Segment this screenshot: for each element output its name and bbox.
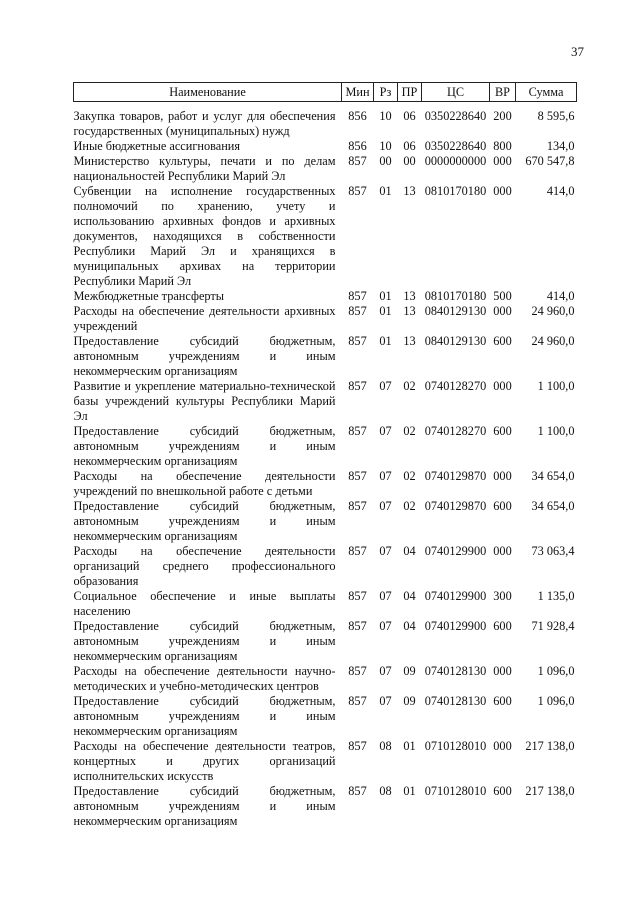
row-sum: 414,0 (546, 289, 575, 303)
table-row (74, 334, 577, 379)
row-vr: 600 (493, 694, 512, 708)
row-name: Предоставление субсидий бюджетным, автономным учреждениям и иным некоммерческим организациям (73, 619, 336, 663)
header-rz: Рз (374, 83, 398, 102)
row-min: 857 (348, 379, 367, 393)
header-pr: ПР (398, 83, 422, 102)
page-number: 37 (571, 44, 584, 59)
row-pr: 09 (403, 664, 416, 678)
row-sum: 71 928,4 (531, 619, 575, 633)
table-row (74, 694, 577, 739)
row-vr: 600 (493, 619, 512, 633)
row-rz: 07 (379, 694, 392, 708)
table-row (74, 469, 577, 499)
row-min: 857 (348, 499, 367, 513)
row-pr: 13 (403, 289, 416, 303)
row-sum: 217 138,0 (525, 784, 575, 798)
row-cs: 0000000000 (424, 154, 487, 168)
row-min: 857 (348, 184, 367, 198)
table-header-row (74, 83, 577, 102)
row-cs: 0740129900 (424, 589, 487, 603)
row-rz: 10 (379, 139, 392, 153)
row-pr: 09 (403, 694, 416, 708)
row-pr: 00 (403, 154, 416, 168)
row-pr: 01 (403, 784, 416, 798)
row-rz: 08 (379, 739, 392, 753)
row-cs: 0710128010 (424, 784, 487, 798)
table-body (74, 102, 577, 830)
row-rz: 07 (379, 499, 392, 513)
row-rz: 08 (379, 784, 392, 798)
row-rz: 10 (379, 109, 392, 123)
row-vr: 600 (493, 784, 512, 798)
table-row (74, 784, 577, 829)
row-sum: 134,0 (546, 139, 575, 153)
row-sum: 1 135,0 (537, 589, 575, 603)
row-rz: 01 (379, 334, 392, 348)
header-cs: ЦС (422, 83, 490, 102)
row-cs: 0740128130 (424, 694, 487, 708)
row-min: 856 (348, 139, 367, 153)
row-vr: 000 (493, 664, 512, 678)
table-row (74, 589, 577, 619)
row-name: Расходы на обеспечение деятельности архивных учреждений (73, 304, 336, 333)
row-rz: 01 (379, 289, 392, 303)
row-min: 857 (348, 469, 367, 483)
row-name: Закупка товаров, работ и услуг для обеспечения государственных (муниципальных) нужд (73, 109, 336, 138)
row-min: 857 (348, 289, 367, 303)
row-name: Предоставление субсидий бюджетным, автономным учреждениям и иным некоммерческим организациям (73, 334, 336, 378)
row-rz: 07 (379, 469, 392, 483)
row-sum: 414,0 (546, 184, 575, 198)
row-sum: 34 654,0 (531, 469, 575, 483)
row-sum: 34 654,0 (531, 499, 575, 513)
row-sum: 8 595,6 (537, 109, 575, 123)
row-rz: 07 (379, 589, 392, 603)
row-vr: 000 (493, 379, 512, 393)
row-name: Министерство культуры, печати и по делам национальностей Республики Марий Эл (73, 154, 336, 183)
row-cs: 0350228640 (424, 109, 487, 123)
table-row (74, 139, 577, 154)
row-vr: 600 (493, 499, 512, 513)
row-min: 856 (348, 109, 367, 123)
header-name: Наименование (74, 83, 342, 102)
row-vr: 300 (493, 589, 512, 603)
row-min: 857 (348, 589, 367, 603)
row-name: Субвенции на исполнение государственных полномочий по хранению, учету и использованию архивных фондов и архивных документов, находящихся в собственности Республики Марий Эл и хранящихся в муниципальных архивах на территории Республики Марий Эл (73, 184, 336, 288)
row-sum: 670 547,8 (525, 154, 575, 168)
table-row (74, 304, 577, 334)
row-min: 857 (348, 154, 367, 168)
row-vr: 800 (493, 139, 512, 153)
row-cs: 0810170180 (424, 289, 487, 303)
row-pr: 04 (403, 619, 416, 633)
row-rz: 07 (379, 379, 392, 393)
table-row (74, 379, 577, 424)
row-min: 857 (348, 304, 367, 318)
row-sum: 1 100,0 (537, 424, 575, 438)
table-row (74, 289, 577, 304)
row-vr: 000 (493, 739, 512, 753)
row-cs: 0740128270 (424, 379, 487, 393)
row-min: 857 (348, 739, 367, 753)
row-pr: 02 (403, 424, 416, 438)
row-sum: 1 100,0 (537, 379, 575, 393)
row-cs: 0840129130 (424, 334, 487, 348)
row-cs: 0740129870 (424, 469, 487, 483)
row-cs: 0740128270 (424, 424, 487, 438)
row-rz: 07 (379, 544, 392, 558)
row-min: 857 (348, 619, 367, 633)
row-pr: 06 (403, 109, 416, 123)
table-row (74, 544, 577, 589)
table-row (74, 664, 577, 694)
row-name: Расходы на обеспечение деятельности организаций среднего профессионального образования (73, 544, 336, 588)
row-name: Расходы на обеспечение деятельности театров, концертных и других организаций исполнительских искусств (73, 739, 336, 783)
row-sum: 24 960,0 (531, 334, 575, 348)
table-row (74, 424, 577, 469)
row-vr: 200 (493, 109, 512, 123)
row-rz: 01 (379, 184, 392, 198)
table-row (74, 739, 577, 784)
row-vr: 600 (493, 424, 512, 438)
row-name: Расходы на обеспечение деятельности учреждений по внешкольной работе с детьми (73, 469, 336, 498)
row-vr: 000 (493, 544, 512, 558)
row-cs: 0710128010 (424, 739, 487, 753)
row-pr: 02 (403, 499, 416, 513)
row-vr: 000 (493, 154, 512, 168)
row-vr: 000 (493, 304, 512, 318)
row-min: 857 (348, 334, 367, 348)
row-cs: 0350228640 (424, 139, 487, 153)
row-sum: 217 138,0 (525, 739, 575, 753)
row-cs: 0840129130 (424, 304, 487, 318)
row-sum: 73 063,4 (531, 544, 575, 558)
row-pr: 02 (403, 469, 416, 483)
row-cs: 0740128130 (424, 664, 487, 678)
row-pr: 04 (403, 544, 416, 558)
header-vr: ВР (490, 83, 516, 102)
budget-table (73, 82, 577, 829)
row-min: 857 (348, 544, 367, 558)
row-min: 857 (348, 424, 367, 438)
table-row (74, 619, 577, 664)
header-sum: Сумма (516, 83, 577, 102)
row-rz: 01 (379, 304, 392, 318)
row-vr: 000 (493, 469, 512, 483)
row-vr: 500 (493, 289, 512, 303)
row-pr: 13 (403, 304, 416, 318)
row-name: Межбюджетные трансферты (73, 289, 225, 303)
header-min: Мин (342, 83, 374, 102)
table-row (74, 102, 577, 140)
row-rz: 00 (379, 154, 392, 168)
row-vr: 000 (493, 184, 512, 198)
row-sum: 1 096,0 (537, 664, 575, 678)
row-name: Предоставление субсидий бюджетным, автономным учреждениям и иным некоммерческим организациям (73, 424, 336, 468)
row-cs: 0740129900 (424, 544, 487, 558)
row-sum: 24 960,0 (531, 304, 575, 318)
row-pr: 04 (403, 589, 416, 603)
row-pr: 02 (403, 379, 416, 393)
row-name: Развитие и укрепление материально-технической базы учреждений культуры Республики Марий Эл (73, 379, 336, 423)
row-min: 857 (348, 784, 367, 798)
row-min: 857 (348, 664, 367, 678)
row-pr: 01 (403, 739, 416, 753)
table-row (74, 499, 577, 544)
row-cs: 0740129900 (424, 619, 487, 633)
row-min: 857 (348, 694, 367, 708)
row-name: Предоставление субсидий бюджетным, автономным учреждениям и иным некоммерческим организациям (73, 694, 336, 738)
table-row (74, 184, 577, 289)
row-name: Расходы на обеспечение деятельности научно-методических и учебно-методических центров (73, 664, 336, 693)
row-rz: 07 (379, 424, 392, 438)
row-vr: 600 (493, 334, 512, 348)
row-name: Социальное обеспечение и иные выплаты населению (73, 589, 336, 618)
row-pr: 06 (403, 139, 416, 153)
row-rz: 07 (379, 664, 392, 678)
row-pr: 13 (403, 334, 416, 348)
row-sum: 1 096,0 (537, 694, 575, 708)
row-rz: 07 (379, 619, 392, 633)
row-name: Предоставление субсидий бюджетным, автономным учреждениям и иным некоммерческим организациям (73, 499, 336, 543)
row-cs: 0810170180 (424, 184, 487, 198)
row-pr: 13 (403, 184, 416, 198)
row-cs: 0740129870 (424, 499, 487, 513)
row-name: Иные бюджетные ассигнования (73, 139, 241, 153)
table-row (74, 154, 577, 184)
row-name: Предоставление субсидий бюджетным, автономным учреждениям и иным некоммерческим организациям (73, 784, 336, 828)
